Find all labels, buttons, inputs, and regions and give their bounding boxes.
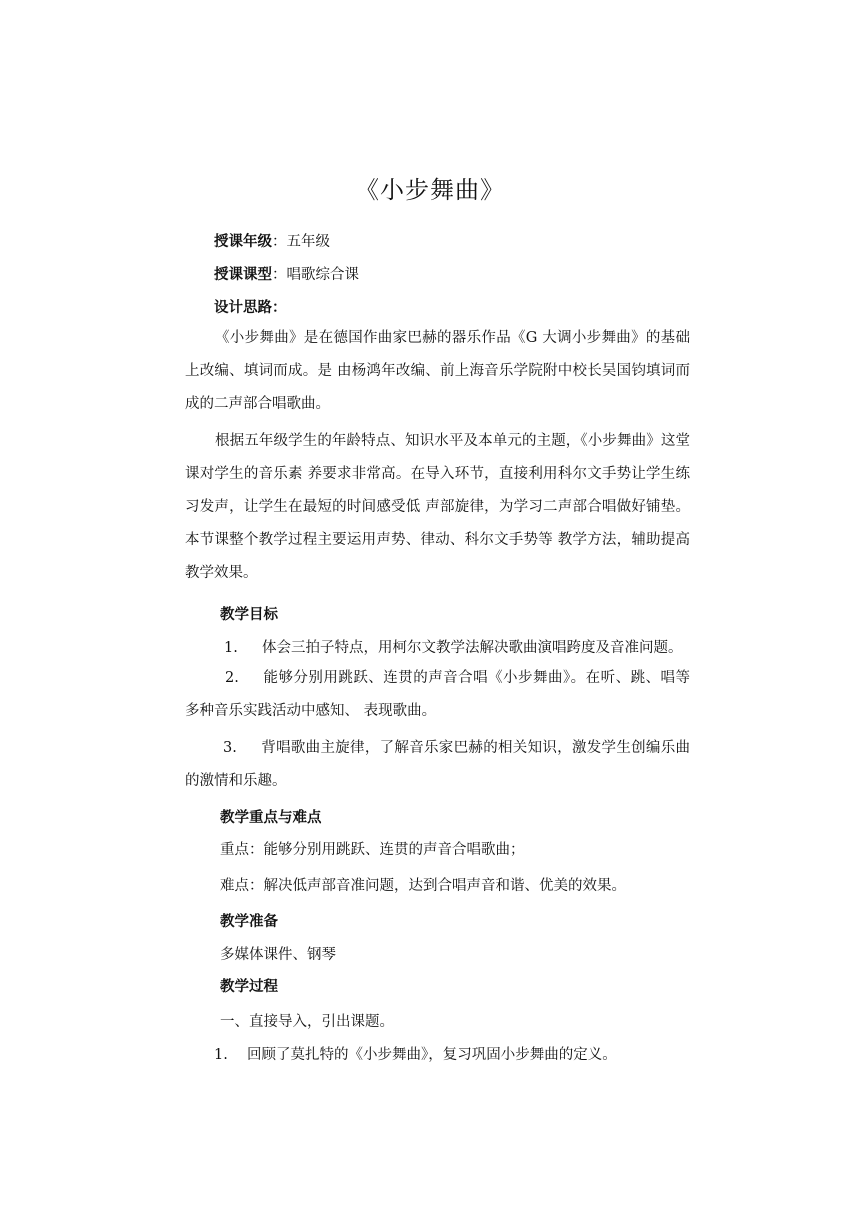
goal-item-2 [185, 662, 690, 728]
step-1: 一、直接导入，引出课题。 [220, 1014, 394, 1030]
prep-text: 多媒体课件、钢琴 [220, 947, 336, 963]
step-1-item-1-number: 1. [214, 1047, 228, 1063]
goal-2-number: 2. [225, 670, 239, 686]
key-heading: 教学重点与难点 [220, 809, 322, 826]
type-line [214, 263, 359, 284]
grade-colon: ： [272, 234, 287, 250]
process-heading: 教学过程 [220, 978, 278, 995]
design-heading [214, 296, 287, 317]
grade-label: 授课年级 [214, 233, 272, 250]
goals-heading: 教学目标 [220, 606, 278, 623]
goal-3-text: 背唱歌曲主旋律，了解音乐家巴赫的相关知识，激发学生创编乐曲的激情和乐趣。 [185, 740, 690, 789]
goal-2-text: 能够分别用跳跃、连贯的声音合唱《小步舞曲》。在听、跳、唱等多种音乐实践活动中感知、 表现歌曲。 [185, 670, 690, 719]
type-value: 唱歌综合课 [286, 267, 359, 283]
goal-item-3 [185, 732, 690, 798]
type-label: 授课课型 [214, 266, 272, 283]
type-colon: ： [272, 267, 287, 283]
key-point: 重点：能够分别用跳跃、连贯的声音合唱歌曲； [220, 842, 525, 858]
design-paragraph-2: 根据五年级学生的年龄特点、知识水平及本单元的主题，《小步舞曲》这堂课对学生的音乐素 养要求非常高。在导入环节，直接利用科尔文手势让学生练习发声，让学生在最短的时间感受低 声部旋律，为学习二声部合唱做好铺垫。本节课整个教学过程主要运用声势、律动、科尔文手势等 教学方法，辅助提高教学效果。 [185, 433, 690, 581]
prep-heading: 教学准备 [220, 913, 278, 930]
design-colon: ： [272, 299, 287, 316]
design-label: 设计思路 [214, 299, 272, 316]
grade-line [214, 230, 330, 251]
design-paragraph-1: 《小步舞曲》是在德国作曲家巴赫的器乐作品《G 大调小步舞曲》的基础上改编、填词而成。是 由杨鸿年改编、前上海音乐学院附中校长吴国钧填词而成的二声部合唱歌曲。 [185, 330, 690, 412]
goal-1-text: 体会三拍子特点，用柯尔文教学法解决歌曲演唱跨度及音准问题。 [262, 640, 683, 656]
difficult-point: 难点：解决低声部音准问题，达到合唱声音和谐、优美的效果。 [220, 878, 626, 894]
step-1-item-1-text: 回顾了莫扎特的《小步舞曲》，复习巩固小步舞曲的定义。 [247, 1047, 617, 1063]
step-1-item-1 [214, 1043, 617, 1064]
goal-1-number: 1. [224, 640, 238, 656]
grade-value: 五年级 [286, 234, 330, 250]
goal-3-number: 3. [223, 740, 237, 756]
goal-item-1 [224, 636, 683, 657]
page-title: 《小步舞曲》 [355, 176, 505, 204]
